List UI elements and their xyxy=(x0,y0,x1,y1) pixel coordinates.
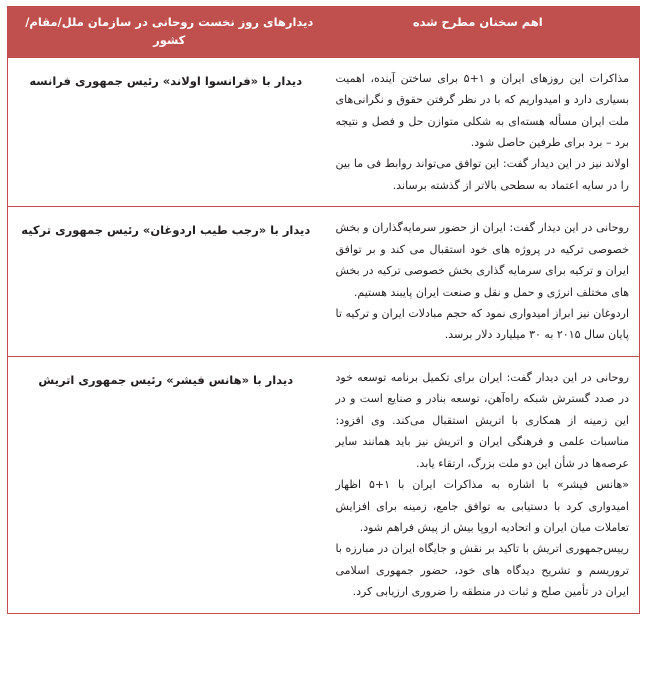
cell-subject: دیدار با «رجب طیب اردوغان» رئیس جمهوری ترکیه xyxy=(21,223,311,238)
column-header-subject: دیدارهای روز نخست روحانی در سازمان ملل/مقام/کشور xyxy=(25,15,314,47)
table-header-row xyxy=(7,6,640,58)
cell-subject: دیدار با «هانس فیشر» رئیس جمهوری اتریش xyxy=(38,372,294,387)
quote-paragraph: اردوغان نیز ابراز امیدواری نمود که حجم مبادلات ایران و ترکیه تا پایان سال ۲۰۱۵ به ۳۰ میلیارد دلار برسد. xyxy=(335,307,629,342)
cell-subject: دیدار با «فرانسوا اولاند» رئیس جمهوری فرانسه xyxy=(29,73,303,88)
table-body xyxy=(7,58,640,614)
cell-quotes xyxy=(324,357,640,613)
table-row xyxy=(8,58,639,208)
table-row xyxy=(8,357,639,613)
quote-paragraph: روحانی در این دیدار گفت: ایران از حضور سرمایه‌گذاران و بخش خصوصی ترکیه در پروژه های خود استقبال می کند و بر توافق ایران و ترکیه برای سرمایه گذاری بخش خصوصی ترکیه در بخش های مختلف انرژی و حمل و نقل و صنعت ایران پایبند هستیم. xyxy=(335,221,629,299)
table-row xyxy=(8,207,639,357)
quote-paragraph: اولاند نیز در این دیدار گفت: این توافق می‌تواند روابط فی ما بین را در سایه اعتماد به سطحی بالاتر از گذشته برساند. xyxy=(335,157,629,192)
quote-paragraph: روحانی در این دیدار گفت: ایران برای تکمیل برنامه توسعه خود در صدد گسترش شبکه راه‌آهن، توسعه بنادر و صنایع است و در این زمینه از همکاری با اتریش استقبال می‌کند. وی افزود: مناسبات علمی و فرهنگی ایران و اتریش نیز باید همانند سایر عرصه‌ها در شأن این دو ملت بزرگ، ارتقاء یابد. xyxy=(335,370,629,470)
cell-quotes xyxy=(324,207,640,356)
column-header-quotes: اهم سخنان مطرح شده xyxy=(412,15,543,29)
quote-paragraph: مذاکرات این روزهای ایران و ۱+۵ برای ساختن آینده، اهمیت بسیاری دارد و امیدواریم که با در نظر گرفتن حقوق و نگرانی‌های ملت ایران مسأله هسته‌ای به شکلی متوازن حل و فصل و نتیجه برد – برد برای طرفین حاصل شود. xyxy=(335,71,629,149)
quote-paragraph: رییس‌جمهوری اتریش با تاکید بر نقش و جایگاه ایران در مبارزه با تروریسم و تشریح دیدگاه های خود، حضور جمهوری اسلامی ایران در تأمین صلح و ثبات در منطقه را ضروری ارزیابی کرد. xyxy=(335,542,629,599)
meetings-table xyxy=(0,6,648,614)
cell-quotes xyxy=(324,58,640,207)
quote-paragraph: «هانس فیشر» با اشاره به مذاکرات ایران با ۱+۵ اظهار امیدواری کرد با دستیابی به توافق جامع، زمینه برای افزایش تعاملات میان ایران و اتحادیه اروپا بیش از پیش فراهم شود. xyxy=(335,478,629,534)
